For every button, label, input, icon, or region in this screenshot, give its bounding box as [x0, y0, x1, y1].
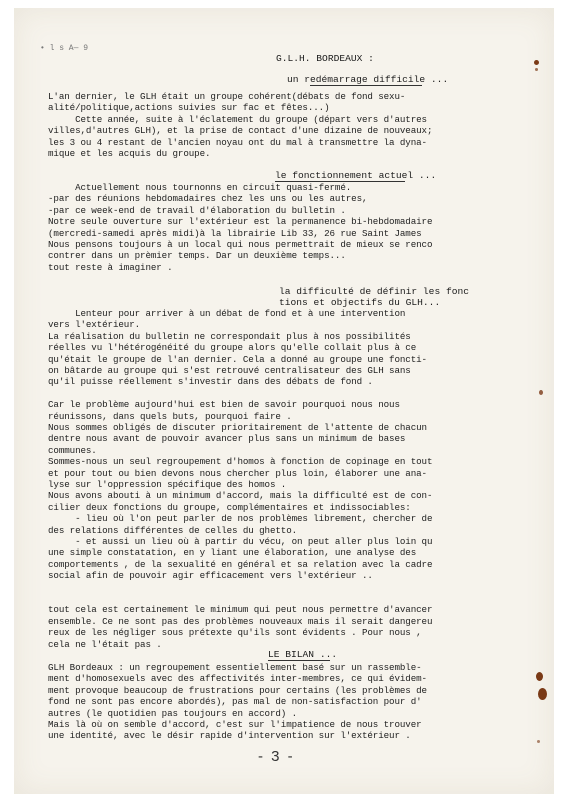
- text-line: mique et les acquis du groupe.: [48, 148, 211, 159]
- text-line: des relations différentes de celles du ghetto.: [48, 524, 298, 536]
- text-line: (mercredi-samedi après midi)à la librairie Lib 33, 26 rue Saint James: [48, 227, 422, 239]
- text-line: fond ne sont pas encore abordés), pas mal de non-satisfaction pour d': [48, 696, 422, 708]
- text-line: une identité, avec le désir rapide d'intervention sur l'extérieur .: [48, 730, 411, 742]
- text-line: alité/politique,actions suivies sur fac et fêtes...): [48, 102, 330, 114]
- text-line: social afin de pouvoir agir efficacement vers l'extérieur ..: [48, 570, 373, 582]
- text-line: tout cela est certainement le minimum qui peut nous permettre d'avancer: [48, 604, 433, 616]
- text-line: contrer dans un prèmier temps. Dar un deuxième temps...: [48, 250, 346, 262]
- ink-spot: [535, 68, 538, 71]
- text-line: Mais là où on semble d'accord, c'est sur l'impatience de nous trouver: [48, 719, 422, 730]
- text-line: autres (le quotidien pas toujours en accord) .: [48, 707, 298, 719]
- section-heading: la difficulté de définir les fonc: [279, 286, 469, 297]
- ink-spot: [537, 740, 540, 743]
- text-line: Cette année, suite à l'éclatement du groupe (départ vers d'autres: [48, 113, 427, 125]
- text-line: les 3 ou 4 restant de l'ancien noyau ont du mal à transmettre la dyna-: [48, 136, 427, 148]
- text-line: vers l'extérieur.: [48, 319, 141, 331]
- ink-spot: [538, 688, 547, 700]
- ink-spot: [534, 60, 539, 65]
- text-line: reux de les négliger sous prétexte qu'ils sont évidents . Pour nous ,: [48, 627, 422, 639]
- text-line: Notre seule ouverture sur l'extérieur est la permanence bi-hebdomadaire: [48, 216, 433, 228]
- text-line: et pour tout ou bien devons nous chercher plus loin, élaborer une ana-: [48, 467, 427, 479]
- text-line: Car le problème aujourd'hui est bien de savoir pourquoi nous nous: [48, 399, 400, 411]
- text-line: réelles vu l'hétérogénéité du groupe alors qu'elle collait plus à ce: [48, 342, 417, 354]
- text-line: Nous avons abouti à un minimum d'accord, mais la difficulté est de con-: [48, 490, 433, 502]
- text-line: GLH Bordeaux : un regroupement essentiellement basé sur un rassemble-: [48, 662, 422, 673]
- corner-mark: • l s A— 9: [40, 44, 89, 53]
- text-line: qu'il puisse réellement s'investir dans des débats de fond .: [48, 376, 373, 388]
- ink-spot: [536, 672, 543, 681]
- text-line: on bâtarde au groupe qui s'est retrouvé centralisateur des GLH sans: [48, 365, 411, 376]
- text-line: villes,d'autres GLH), et la prise de contact d'une dizaine de nouveaux;: [48, 125, 433, 137]
- text-line: ment d'homosexuels avec des affectivités inter-membres, ce qui évidem-: [48, 673, 427, 685]
- text-line: lyse sur l'oppression spécifique des homos .: [48, 479, 287, 490]
- text-line: Lenteur pour arriver à un débat de fond et à une intervention: [48, 308, 406, 319]
- text-line: qu'était le groupe de l'an dernier. Cela a donné au groupe une foncti-: [48, 353, 427, 365]
- section-heading: le fonctionnement actuel ...: [275, 170, 437, 181]
- text-line: Actuellement nous tournonns en circuit quasi-fermé.: [48, 182, 352, 193]
- document-title: G.L.H. BORDEAUX :: [276, 53, 374, 64]
- text-line: ment provoque beaucoup de frustrations pour certains (les problèmes de: [48, 684, 427, 696]
- text-line: dentre nous avant de pouvoir avancer plus sans un minimum de bases: [48, 433, 406, 445]
- text-line: Nous sommes obligés de discuter prioritairement de l'attente de chacun: [48, 422, 427, 433]
- text-line: comportements , de la sexualité en général et sa relation avec la cadre: [48, 558, 433, 570]
- section-heading: LE BILAN ...: [268, 649, 338, 660]
- section-heading-continued: tions et objectifs du GLH...: [279, 297, 441, 308]
- text-line: - lieu où l'on peut parler de nos problèmes librement, chercher de: [48, 513, 433, 525]
- text-line: une simple constatation, en y liant une élaboration, une analyse des: [48, 547, 417, 559]
- text-line: tout reste à imaginer .: [48, 261, 173, 273]
- text-line: - et aussi un lieu où à partir du vécu, on peut aller plus loin qu: [48, 536, 433, 547]
- text-line: cela ne l'était pas .: [48, 638, 162, 650]
- text-line: communes.: [48, 444, 97, 456]
- text-line: cilier deux fonctions du groupe, complémentaires et indissociables:: [48, 501, 411, 513]
- section-heading: un redémarrage difficile ...: [287, 74, 449, 85]
- ink-spot: [539, 390, 543, 395]
- text-line: -par des réunions hebdomadaires chez les uns ou les autres,: [48, 193, 368, 205]
- heading-underline: [310, 85, 422, 86]
- text-line: -par ce week-end de travail d'élaboration du bulletin .: [48, 204, 346, 216]
- text-line: ensemble. Ce ne sont pas des problèmes nouveaux mais il serait dangereu: [48, 615, 433, 627]
- text-line: L'an dernier, le GLH était un groupe cohérent(débats de fond sexu-: [48, 91, 406, 102]
- text-line: Nous pensons toujours à un local qui nous permettrait de mieux se renco: [48, 239, 433, 250]
- text-line: Sommes-nous un seul regroupement d'homos à fonction de copinage en tout: [48, 456, 433, 468]
- heading-underline: [268, 660, 330, 661]
- text-line: La réalisation du bulletin ne correspondait plus à nos possibilités: [48, 330, 411, 342]
- text-line: réunissons, dans quels buts, pourquoi faire .: [48, 410, 292, 422]
- page-number: - 3 -: [258, 748, 295, 765]
